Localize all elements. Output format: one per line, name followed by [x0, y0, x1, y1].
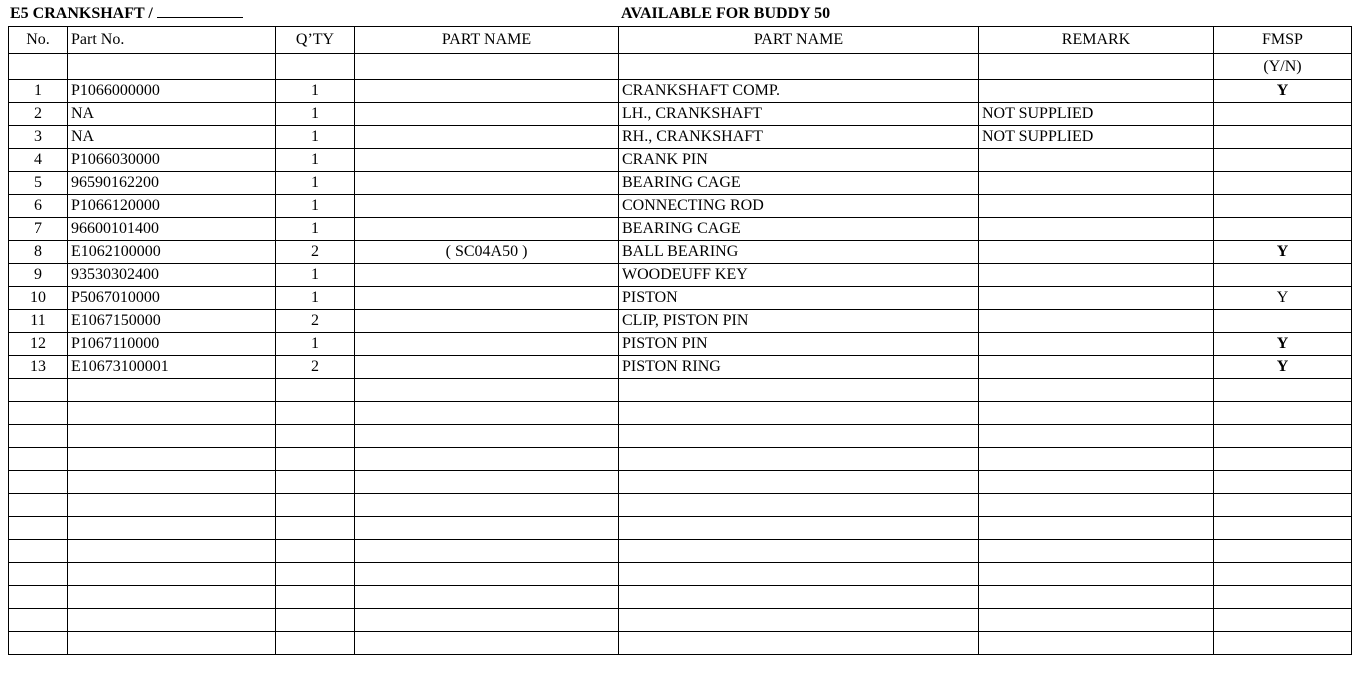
- cell-part-no: E10673100001: [68, 356, 276, 379]
- cell-empty: [355, 494, 619, 517]
- cell-empty: [1214, 494, 1352, 517]
- cell-remark: [979, 310, 1214, 333]
- cell-part-name-alt: [355, 310, 619, 333]
- cell-no: 2: [9, 103, 68, 126]
- cell-empty: [68, 402, 276, 425]
- cell-empty: [619, 586, 979, 609]
- table-row: [9, 103, 1352, 126]
- table-row-empty: [9, 425, 1352, 448]
- cell-empty: [68, 494, 276, 517]
- cell-empty: [276, 471, 355, 494]
- parts-table: [8, 26, 1352, 655]
- col-header-no: No.: [9, 27, 68, 54]
- cell-empty: [355, 471, 619, 494]
- cell-part-no: NA: [68, 126, 276, 149]
- cell-empty: [68, 425, 276, 448]
- cell-empty: [355, 609, 619, 632]
- table-row: [9, 333, 1352, 356]
- cell-empty: [276, 540, 355, 563]
- cell-empty: [276, 448, 355, 471]
- cell-no: 9: [9, 264, 68, 287]
- table-row: [9, 80, 1352, 103]
- cell-part-name: PISTON: [619, 287, 979, 310]
- cell-empty: [619, 540, 979, 563]
- table-row-empty: [9, 609, 1352, 632]
- cell-part-no: 96590162200: [68, 172, 276, 195]
- cell-empty: [355, 632, 619, 655]
- cell-part-name-alt: [355, 195, 619, 218]
- cell-empty: [68, 448, 276, 471]
- cell-part-name-alt: [355, 333, 619, 356]
- cell-empty: [979, 494, 1214, 517]
- cell-no: 4: [9, 149, 68, 172]
- cell-part-no: NA: [68, 103, 276, 126]
- table-row: [9, 356, 1352, 379]
- title-blank-line: [157, 3, 243, 18]
- cell-part-name-alt: [355, 80, 619, 103]
- cell-empty: [9, 379, 68, 402]
- table-row-empty: [9, 494, 1352, 517]
- cell-empty: [1214, 471, 1352, 494]
- table-row: [9, 287, 1352, 310]
- cell-empty: [979, 425, 1214, 448]
- cell-empty: [1214, 448, 1352, 471]
- cell-part-name: BEARING CAGE: [619, 218, 979, 241]
- cell-part-name: WOODEUFF KEY: [619, 264, 979, 287]
- col-header-part-name-alt: PART NAME: [355, 27, 619, 54]
- cell-empty: [1214, 586, 1352, 609]
- table-row: [9, 126, 1352, 149]
- cell-part-no: P1067110000: [68, 333, 276, 356]
- cell-fmsp: [1214, 218, 1352, 241]
- cell-empty: [9, 563, 68, 586]
- cell-fmsp: [1214, 172, 1352, 195]
- cell-qty: 1: [276, 218, 355, 241]
- cell-empty: [276, 586, 355, 609]
- cell-empty: [619, 609, 979, 632]
- cell-empty: [68, 517, 276, 540]
- table-row-empty: [9, 586, 1352, 609]
- cell-remark: NOT SUPPLIED: [979, 103, 1214, 126]
- subheader-cell: [68, 54, 276, 80]
- cell-part-name-alt: [355, 356, 619, 379]
- cell-empty: [1214, 425, 1352, 448]
- cell-empty: [619, 425, 979, 448]
- cell-remark: [979, 80, 1214, 103]
- cell-qty: 1: [276, 195, 355, 218]
- cell-empty: [276, 563, 355, 586]
- cell-qty: 1: [276, 264, 355, 287]
- cell-part-name: PISTON PIN: [619, 333, 979, 356]
- cell-fmsp: Y: [1214, 80, 1352, 103]
- cell-part-name-alt: [355, 149, 619, 172]
- col-header-qty: Q’TY: [276, 27, 355, 54]
- cell-remark: [979, 195, 1214, 218]
- cell-part-no: P1066120000: [68, 195, 276, 218]
- table-row-empty: [9, 471, 1352, 494]
- cell-empty: [9, 540, 68, 563]
- cell-fmsp: Y: [1214, 287, 1352, 310]
- cell-empty: [68, 540, 276, 563]
- cell-qty: 1: [276, 333, 355, 356]
- cell-empty: [1214, 517, 1352, 540]
- table-row: [9, 172, 1352, 195]
- cell-empty: [9, 425, 68, 448]
- cell-empty: [979, 563, 1214, 586]
- cell-empty: [68, 586, 276, 609]
- cell-part-name: CLIP, PISTON PIN: [619, 310, 979, 333]
- cell-fmsp: [1214, 103, 1352, 126]
- cell-fmsp: Y: [1214, 356, 1352, 379]
- cell-fmsp: Y: [1214, 241, 1352, 264]
- cell-empty: [1214, 379, 1352, 402]
- cell-empty: [276, 425, 355, 448]
- cell-qty: 1: [276, 287, 355, 310]
- cell-no: 10: [9, 287, 68, 310]
- cell-part-no: E1062100000: [68, 241, 276, 264]
- cell-empty: [619, 379, 979, 402]
- subheader-cell: [276, 54, 355, 80]
- cell-part-no: P5067010000: [68, 287, 276, 310]
- cell-part-name: CRANKSHAFT COMP.: [619, 80, 979, 103]
- cell-empty: [619, 632, 979, 655]
- cell-empty: [9, 448, 68, 471]
- cell-part-no: 93530302400: [68, 264, 276, 287]
- cell-empty: [1214, 402, 1352, 425]
- cell-part-name-alt: [355, 264, 619, 287]
- table-row-empty: [9, 379, 1352, 402]
- cell-empty: [619, 471, 979, 494]
- cell-fmsp: [1214, 264, 1352, 287]
- document-subtitle: AVAILABLE FOR BUDDY 50: [621, 5, 831, 22]
- subheader-cell: [619, 54, 979, 80]
- table-row-empty: [9, 402, 1352, 425]
- table-row: [9, 218, 1352, 241]
- table-subheader-row: [9, 54, 1352, 80]
- table-header-row: [9, 27, 1352, 54]
- subheader-cell: [9, 54, 68, 80]
- cell-no: 5: [9, 172, 68, 195]
- cell-part-no: P1066030000: [68, 149, 276, 172]
- cell-remark: [979, 333, 1214, 356]
- cell-no: 12: [9, 333, 68, 356]
- cell-empty: [979, 379, 1214, 402]
- cell-qty: 1: [276, 172, 355, 195]
- cell-part-name: BEARING CAGE: [619, 172, 979, 195]
- cell-part-name: RH., CRANKSHAFT: [619, 126, 979, 149]
- title-text: E5 CRANKSHAFT /: [10, 5, 153, 22]
- cell-empty: [979, 517, 1214, 540]
- cell-empty: [1214, 632, 1352, 655]
- cell-empty: [68, 632, 276, 655]
- cell-qty: 1: [276, 126, 355, 149]
- cell-empty: [9, 632, 68, 655]
- cell-fmsp: [1214, 149, 1352, 172]
- cell-qty: 1: [276, 80, 355, 103]
- cell-empty: [979, 586, 1214, 609]
- cell-empty: [276, 494, 355, 517]
- cell-empty: [276, 632, 355, 655]
- document-title: [10, 3, 243, 23]
- cell-empty: [1214, 540, 1352, 563]
- cell-empty: [9, 609, 68, 632]
- cell-empty: [9, 471, 68, 494]
- cell-part-name-alt: [355, 287, 619, 310]
- cell-empty: [979, 471, 1214, 494]
- cell-empty: [9, 586, 68, 609]
- cell-no: 11: [9, 310, 68, 333]
- cell-empty: [619, 563, 979, 586]
- cell-empty: [619, 402, 979, 425]
- cell-remark: [979, 287, 1214, 310]
- cell-part-name-alt: [355, 103, 619, 126]
- cell-remark: [979, 264, 1214, 287]
- cell-part-no: 96600101400: [68, 218, 276, 241]
- cell-empty: [9, 517, 68, 540]
- cell-empty: [979, 632, 1214, 655]
- cell-no: 13: [9, 356, 68, 379]
- col-header-part-name: PART NAME: [619, 27, 979, 54]
- table-row-empty: [9, 517, 1352, 540]
- table-row: [9, 241, 1352, 264]
- cell-no: 7: [9, 218, 68, 241]
- cell-empty: [355, 540, 619, 563]
- cell-empty: [68, 609, 276, 632]
- cell-fmsp: [1214, 126, 1352, 149]
- cell-remark: [979, 241, 1214, 264]
- col-header-remark: REMARK: [979, 27, 1214, 54]
- cell-remark: NOT SUPPLIED: [979, 126, 1214, 149]
- cell-part-name: PISTON RING: [619, 356, 979, 379]
- cell-empty: [68, 379, 276, 402]
- cell-empty: [619, 448, 979, 471]
- cell-empty: [68, 471, 276, 494]
- cell-part-name-alt: [355, 126, 619, 149]
- cell-empty: [979, 448, 1214, 471]
- cell-empty: [68, 563, 276, 586]
- cell-remark: [979, 149, 1214, 172]
- cell-empty: [276, 379, 355, 402]
- table-row: [9, 195, 1352, 218]
- cell-part-name: CRANK PIN: [619, 149, 979, 172]
- cell-part-no: E1067150000: [68, 310, 276, 333]
- cell-empty: [9, 402, 68, 425]
- cell-empty: [979, 540, 1214, 563]
- col-header-part-no: Part No.: [68, 27, 276, 54]
- cell-empty: [355, 517, 619, 540]
- cell-empty: [276, 609, 355, 632]
- cell-part-no: P1066000000: [68, 80, 276, 103]
- col-header-fmsp-sub: (Y/N): [1214, 54, 1352, 80]
- cell-qty: 2: [276, 241, 355, 264]
- cell-fmsp: [1214, 195, 1352, 218]
- cell-no: 3: [9, 126, 68, 149]
- cell-empty: [619, 494, 979, 517]
- cell-empty: [355, 563, 619, 586]
- cell-remark: [979, 356, 1214, 379]
- cell-qty: 1: [276, 103, 355, 126]
- cell-empty: [355, 402, 619, 425]
- cell-empty: [1214, 563, 1352, 586]
- cell-remark: [979, 218, 1214, 241]
- cell-empty: [1214, 609, 1352, 632]
- cell-no: 8: [9, 241, 68, 264]
- table-row: [9, 264, 1352, 287]
- cell-qty: 2: [276, 356, 355, 379]
- table-row-empty: [9, 540, 1352, 563]
- cell-no: 1: [9, 80, 68, 103]
- cell-qty: 2: [276, 310, 355, 333]
- cell-empty: [276, 402, 355, 425]
- cell-fmsp: [1214, 310, 1352, 333]
- table-row-empty: [9, 563, 1352, 586]
- cell-empty: [9, 494, 68, 517]
- cell-empty: [979, 609, 1214, 632]
- subheader-cell: [979, 54, 1214, 80]
- cell-empty: [276, 517, 355, 540]
- cell-empty: [355, 448, 619, 471]
- cell-empty: [355, 586, 619, 609]
- cell-empty: [355, 379, 619, 402]
- col-header-fmsp: FMSP: [1214, 27, 1352, 54]
- cell-empty: [619, 517, 979, 540]
- cell-part-name: CONNECTING ROD: [619, 195, 979, 218]
- cell-remark: [979, 172, 1214, 195]
- cell-part-name-alt: [355, 172, 619, 195]
- cell-empty: [355, 425, 619, 448]
- table-row: [9, 149, 1352, 172]
- cell-part-name: BALL BEARING: [619, 241, 979, 264]
- cell-part-name-alt: [355, 218, 619, 241]
- subheader-cell: [355, 54, 619, 80]
- table-row-empty: [9, 448, 1352, 471]
- cell-empty: [979, 402, 1214, 425]
- cell-qty: 1: [276, 149, 355, 172]
- table-row-empty: [9, 632, 1352, 655]
- table-row: [9, 310, 1352, 333]
- cell-no: 6: [9, 195, 68, 218]
- cell-fmsp: Y: [1214, 333, 1352, 356]
- cell-part-name-alt: ( SC04A50 ): [355, 241, 619, 264]
- cell-part-name: LH., CRANKSHAFT: [619, 103, 979, 126]
